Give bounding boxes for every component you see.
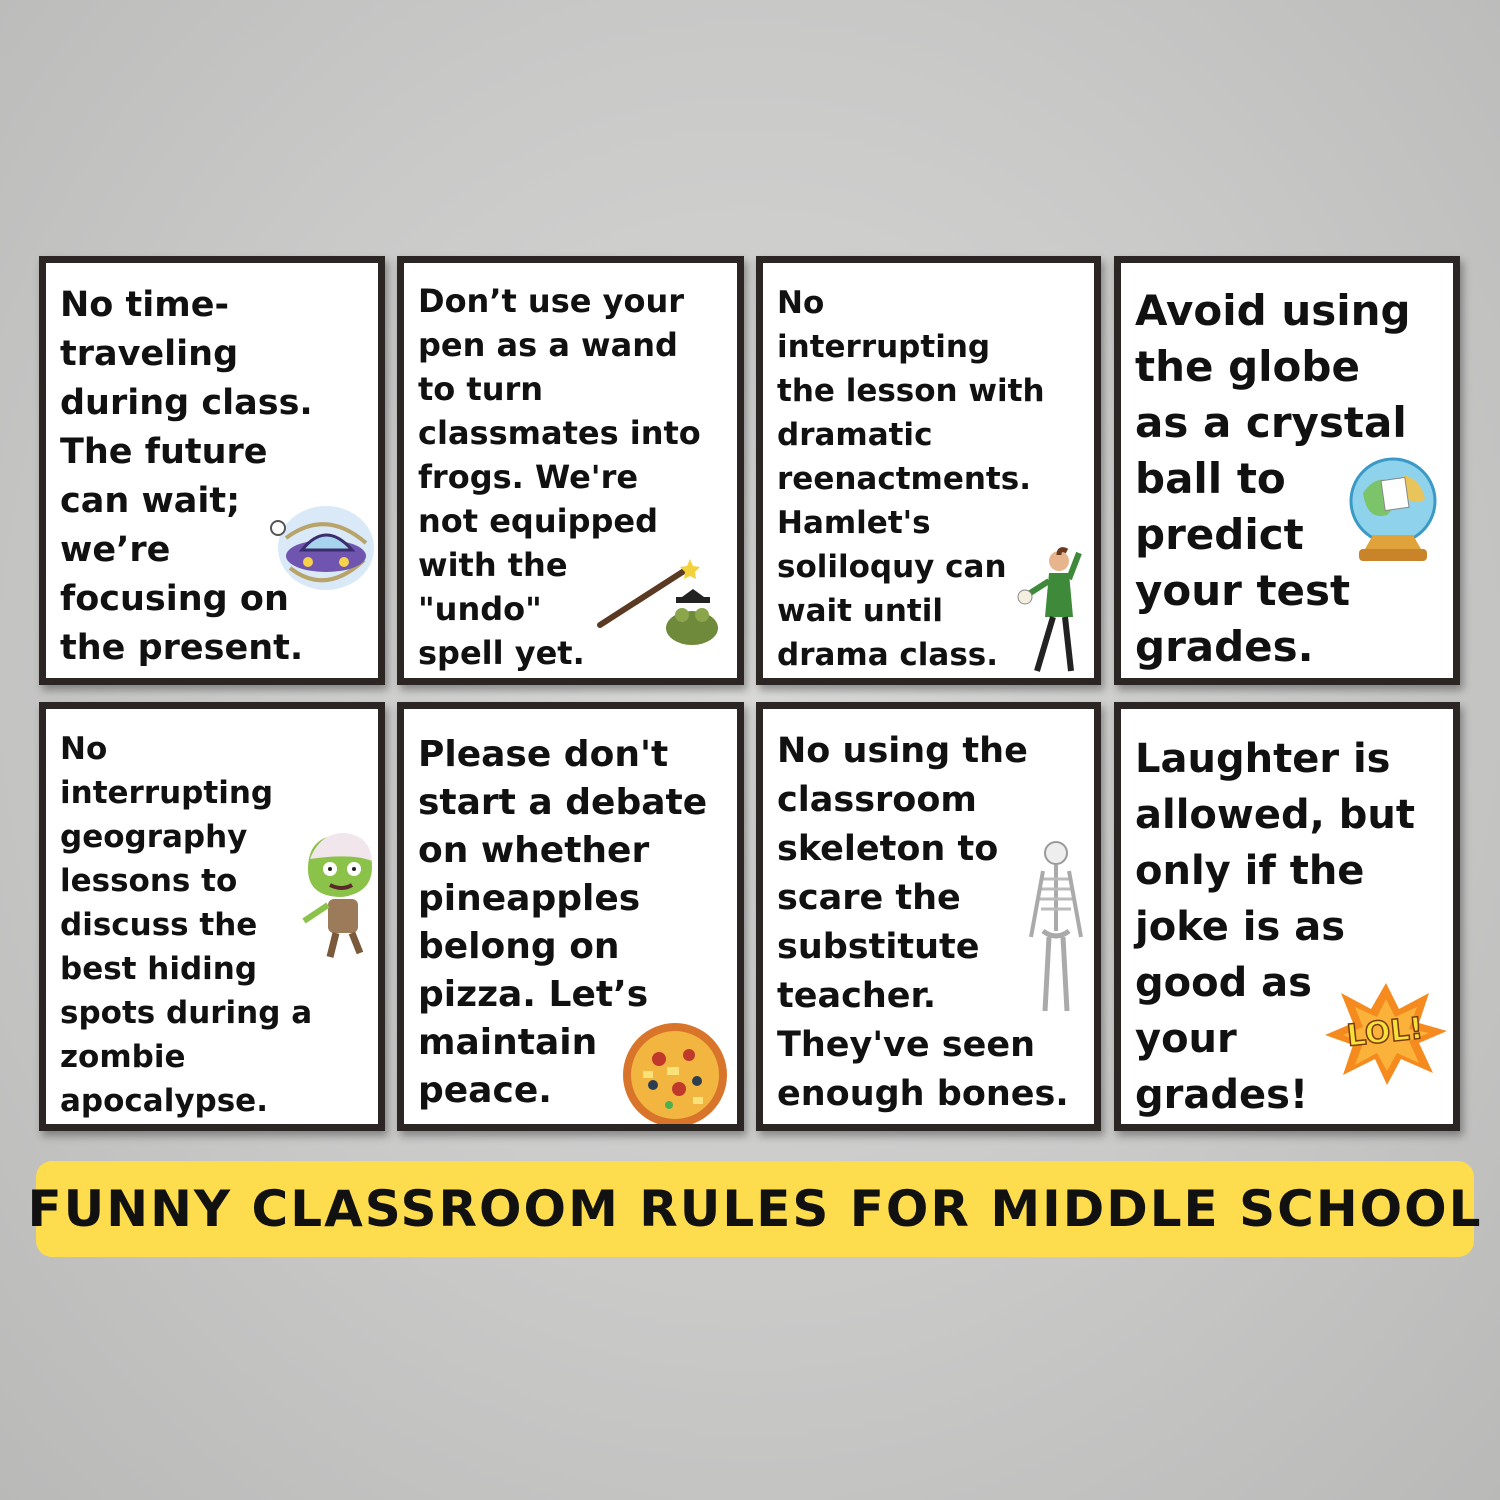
rule-text: Please don't start a debate on whether pineapples belong on pizza. Let’s maintain peace. [418,734,708,1111]
lol-burst-icon [1321,979,1451,1089]
rule-poster-skeleton [756,702,1101,1131]
rule-text: No using the classroom skeleton to scare the substitute teacher. They've seen enough bones. [777,731,1069,1114]
rule-poster-zombie [39,702,385,1131]
actor-with-skull-icon [1013,545,1093,680]
rule-text: Don’t use your pen as a wand to turn classmates into frogs. We're not equipped with the "undo" spell yet. [418,282,701,672]
zombie-icon [294,829,384,964]
rule-text: Laughter is allowed, but only if the joke is as good as your grades! [1135,736,1415,1118]
time-machine-icon [268,498,378,598]
rule-poster-time-travel [39,256,385,685]
rule-poster-hamlet [756,256,1101,685]
rule-poster-pizza [397,702,744,1131]
lol-burst-text: LOL! [1345,1011,1425,1054]
rule-poster-wand [397,256,744,685]
banner-title: FUNNY CLASSROOM RULES FOR MIDDLE SCHOOL [27,1180,1483,1238]
rule-text: No interrupting geography lessons to discuss the best hiding spots during a zombie apocalypse. [60,731,313,1119]
rule-poster-crystal-ball [1114,256,1460,685]
crystal-ball-globe-icon [1343,453,1443,573]
rule-text: No interrupting the lesson with dramatic reenactments. Hamlet's soliloquy can wait until drama class. [777,285,1045,673]
pizza-icon [619,1019,731,1131]
wand-and-frog-icon [592,553,727,648]
rule-text: Avoid using the globe as a crystal ball to predict your test grades. [1135,286,1411,671]
skeleton-icon [1021,839,1091,1019]
rule-poster-laughter [1114,702,1460,1131]
title-banner [27,1161,1483,1257]
rule-text: No time- traveling during class. The future can wait; we’re focusing on the present. [60,285,313,668]
